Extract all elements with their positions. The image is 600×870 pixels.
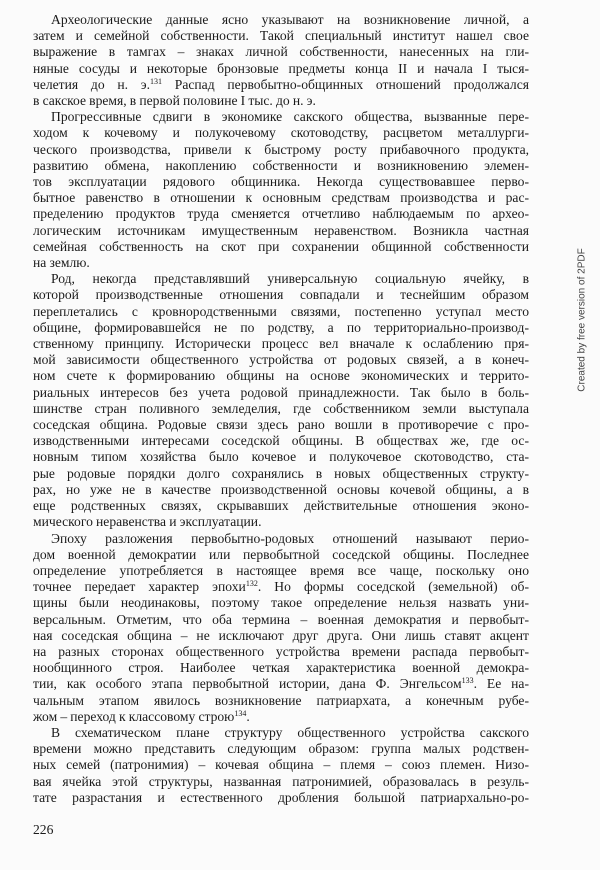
text-line: еще родственных связях, скрывавших действительные отношения эконо-	[33, 498, 529, 514]
watermark: Created by free version of 2PDF	[576, 248, 588, 392]
text-line: мического неравенства и эксплуатации.	[33, 514, 262, 530]
text-line: определение употребляется в настоящее время все чаще, поскольку оно	[33, 562, 529, 578]
footnote-ref: 133	[461, 676, 474, 686]
text-line: ственному принципу. Исторически процесс вел вначале к ослаблению пря-	[33, 336, 529, 352]
footnote-ref: 131	[150, 76, 163, 86]
text-line: Род, некогда представлявший универсальную социальную ячейку, в	[51, 271, 529, 287]
text-line	[33, 709, 529, 725]
text-line: в сакское время, в первой половине I тыс. до н. э.	[33, 93, 316, 109]
text-line: пределению продуктов труда сменяется отчетливо наблюдаемым по архео-	[33, 206, 529, 222]
text-line: на разных сторонах общественного устройства времени распада первобыт-	[33, 643, 529, 659]
page-number: 226	[33, 822, 54, 837]
text-line: семейная собственность на скот при сохранении общинной собственности	[33, 238, 529, 254]
text-line: соседская община. Родовые связи здесь рано вошли в противоречие с про-	[33, 417, 529, 433]
text-line: Эпоху разложения первобытно-родовых отношений называют перио-	[51, 530, 529, 546]
footnote-ref: 132	[245, 579, 258, 589]
text-line: которой производственные отношения совпадали и теснейшим образом	[33, 287, 529, 303]
text-line: развитию обмена, накоплению собственности и возникновению элемен-	[33, 157, 529, 173]
text-line: переплетались с кровнородственными связями, постепенно уступал место	[33, 303, 529, 319]
text-line: изводственными интересами соседской общины. В обществах же, где ос-	[33, 433, 529, 449]
text-line: рах, но уже не в качестве производственной основы кочевой общины, а в	[33, 481, 529, 497]
text-line: бытное равенство в отношении к основным средствам производства и рас-	[33, 190, 529, 206]
text-run: тии, как особого этапа первобытной истории, дана Ф. Энгельсом	[33, 676, 462, 692]
text-line: тате разрастания и естественного дробления большой патриархально-ро-	[33, 789, 529, 805]
text-line: вая ячейка этой структуры, названная патронимией, образовалась в резуль-	[33, 773, 529, 789]
text-line	[33, 77, 529, 93]
footnote-ref: 134	[234, 708, 247, 718]
text-run: . Ее на-	[473, 676, 529, 692]
text-line: общине, формировавшейся не по родству, а по территориально-производ-	[33, 319, 529, 335]
text-line: на землю.	[33, 255, 90, 271]
text-line: Археологические данные ясно указывают на возникновение личной, а	[51, 12, 529, 27]
text-line: ная соседская община – не исключают друг друга. Они лишь ставят акцент	[33, 627, 529, 643]
text-line: ходом к кочевому и полукочевому скотоводству, расцветом металлурги-	[33, 125, 529, 141]
text-line: няные сосуды и некоторые бронзовые предметы конца II и начала I тыся-	[33, 60, 529, 76]
paragraph-2	[33, 109, 529, 271]
text-line: ном счете к формированию общины на основе экономических и террито-	[33, 368, 529, 384]
text-line: времени можно представить следующим образом: группа малых родствен-	[33, 741, 529, 757]
text-line: ческого производства, привели к быстрому росту прибавочного продукта,	[33, 141, 529, 157]
paragraph-5	[33, 725, 529, 806]
text-line: новным типом хозяйства было кочевое и полукочевое скотоводство, ста-	[33, 449, 529, 465]
text-line: нообщинного строя. Наиболее четкая характеристика военной демокра-	[33, 660, 529, 676]
text-line: логическим источникам имущественным неравенством. Возникла частная	[33, 222, 529, 238]
text-run: жом – переход к классовому строю	[33, 708, 235, 724]
text-line: дом военной демократии или первобытной соседской общины. Последнее	[33, 546, 529, 562]
text-line: чальным этапом явилось возникновение патриархата, а конечным рубе-	[33, 692, 529, 708]
text-run: челетия до н. э.	[33, 76, 151, 92]
text-line: мой зависимости общественного устройства от родовых связей, а в конеч-	[33, 352, 529, 368]
text-line: тов эксплуатации рядового общинника. Некогда существовавшее перво-	[33, 174, 529, 190]
text-line: ных семей (патронимия) – кочевая община – племя – союз племен. Низо-	[33, 757, 529, 773]
text-run: точнее передает характер эпохи	[33, 579, 246, 595]
paragraph-4	[33, 531, 529, 725]
text-line: Прогрессивные сдвиги в экономике сакского общества, вызванные пере-	[51, 109, 529, 125]
text-line: шинстве стран поливного земледелия, где собственником земли выступала	[33, 400, 529, 416]
text-line: рые родовые порядки долго сохранялись в новых общественных структу-	[33, 465, 529, 481]
text-line: В схематическом плане структуру общественного устройства сакского	[51, 724, 529, 740]
paragraph-1	[33, 12, 529, 109]
text-run: .	[246, 708, 250, 724]
text-run: . Но формы соседской (земельной) об-	[257, 579, 529, 595]
text-line: версальным. Отметим, что оба термина – военная демократия и первобыт-	[33, 611, 529, 627]
text-line: выражение в тамгах – знаках личной собственности, нанесенных на гли-	[33, 44, 529, 60]
body-text	[33, 12, 529, 806]
text-line: щины были неодинаковы, поэтому такое определение нельзя назвать уни-	[33, 595, 529, 611]
text-line: затем и семейной собственности. Такой специальный институт нашел свое	[33, 28, 529, 44]
text-line	[33, 579, 529, 595]
text-line	[33, 676, 529, 692]
text-run: Распад первобытно-общинных отношений продолжался	[162, 76, 529, 92]
text-line: риальных интересов без учета родовой принадлежности. Так было в боль-	[33, 384, 529, 400]
paragraph-3	[33, 271, 529, 530]
